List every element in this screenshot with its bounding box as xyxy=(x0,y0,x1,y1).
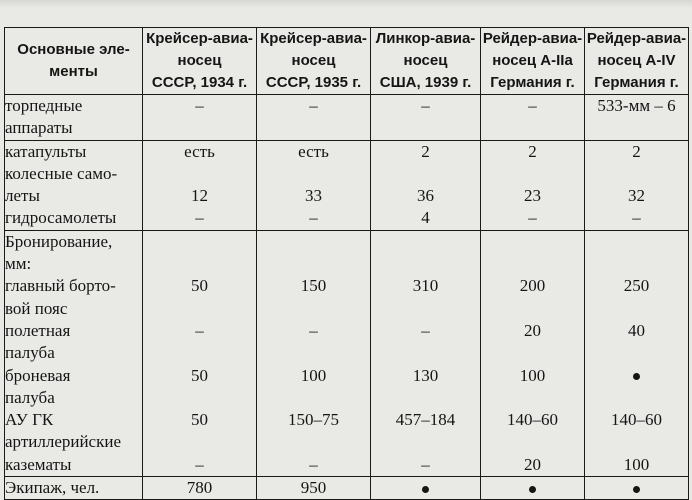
row-label-cell xyxy=(5,95,143,141)
value-line: – xyxy=(195,208,204,228)
header-raider-a2a: Рейдер-авиа- носец А-IIa Германия г. xyxy=(481,28,585,95)
table-header-row xyxy=(5,28,689,95)
value-line xyxy=(481,117,584,139)
value-line xyxy=(585,163,688,185)
value-line xyxy=(481,342,584,364)
value-line: – xyxy=(421,454,430,474)
value-cell xyxy=(585,477,689,500)
value-line: 100 xyxy=(519,365,546,385)
value-line: 950 xyxy=(300,478,327,498)
value-cell xyxy=(481,95,585,141)
value-line xyxy=(481,298,584,320)
value-line: 100 xyxy=(623,454,650,474)
value-line xyxy=(481,253,584,275)
header-cruiser-1934: Крейсер-авиа- носец СССР, 1934 г. xyxy=(143,28,257,95)
value-line xyxy=(257,117,370,139)
value-line: 250 xyxy=(623,276,650,296)
header-battleship-usa: Линкор-авиа- носец США, 1939 г. xyxy=(371,28,481,95)
row-label-line: леты xyxy=(5,186,40,206)
row-label-line: полетная xyxy=(5,320,71,340)
value-line xyxy=(257,231,370,253)
row-label-line: казематы xyxy=(5,454,72,474)
header-cruiser-1935: Крейсер-авиа- носец СССР, 1935 г. xyxy=(257,28,371,95)
value-line: 20 xyxy=(524,454,541,474)
table-row xyxy=(5,477,689,500)
value-line xyxy=(585,365,688,387)
value-line: 2 xyxy=(632,141,641,161)
value-cell xyxy=(257,95,371,141)
value-line: 12 xyxy=(191,186,208,206)
row-label-line: колесные само- xyxy=(5,163,118,183)
row-label-line: палуба xyxy=(5,387,55,407)
value-line xyxy=(143,231,256,253)
value-line: – xyxy=(195,454,204,474)
row-label-line: торпедные xyxy=(5,96,83,115)
value-cell xyxy=(371,140,481,230)
value-line: 140–60 xyxy=(611,410,662,430)
value-line xyxy=(371,253,480,275)
row-label-line: мм: xyxy=(5,254,32,274)
value-cell xyxy=(143,95,257,141)
value-line: 533-мм – 6 xyxy=(597,96,676,115)
header-elements: Основные эле- менты xyxy=(5,28,143,95)
value-line xyxy=(143,117,256,139)
value-line xyxy=(481,431,584,453)
value-line xyxy=(257,298,370,320)
value-line: – xyxy=(309,96,318,115)
bullet-mark xyxy=(529,486,536,493)
value-line: есть xyxy=(184,141,215,161)
value-cell xyxy=(585,95,689,141)
value-line xyxy=(371,231,480,253)
value-line xyxy=(257,163,370,185)
row-label-line: Бронирование, xyxy=(5,231,113,251)
value-cell xyxy=(481,230,585,476)
row-label-line: броневая xyxy=(5,365,71,385)
value-line xyxy=(481,163,584,185)
value-cell xyxy=(585,230,689,476)
value-line xyxy=(371,163,480,185)
value-cell xyxy=(257,477,371,500)
value-line: 40 xyxy=(628,320,645,340)
value-line: – xyxy=(309,320,318,340)
value-line xyxy=(257,342,370,364)
value-line xyxy=(585,117,688,139)
value-line: 23 xyxy=(524,186,541,206)
value-line xyxy=(371,298,480,320)
value-line: 50 xyxy=(191,276,208,296)
row-label-line: артиллерийские xyxy=(5,432,122,452)
value-line xyxy=(585,231,688,253)
row-label-line: Экипаж, чел. xyxy=(5,478,100,498)
row-label-line: катапульты xyxy=(5,141,87,161)
table-row xyxy=(5,140,689,230)
value-line: 150 xyxy=(300,276,327,296)
value-line: 100 xyxy=(300,365,327,385)
value-line xyxy=(371,342,480,364)
value-line xyxy=(143,253,256,275)
value-cell xyxy=(143,477,257,500)
table-row xyxy=(5,95,689,141)
row-label-line: АУ ГК xyxy=(5,410,54,430)
value-line: 200 xyxy=(519,276,546,296)
value-line: 780 xyxy=(186,478,213,498)
row-label-cell xyxy=(5,140,143,230)
value-cell xyxy=(371,95,481,141)
value-line: – xyxy=(195,320,204,340)
value-cell xyxy=(143,140,257,230)
value-line xyxy=(585,342,688,364)
row-label-cell xyxy=(5,230,143,476)
value-line xyxy=(371,431,480,453)
value-line: 2 xyxy=(528,141,537,161)
value-line: 36 xyxy=(417,186,434,206)
value-line: 50 xyxy=(191,410,208,430)
value-cell xyxy=(257,230,371,476)
value-line xyxy=(257,253,370,275)
value-line: – xyxy=(528,96,537,115)
value-line xyxy=(481,477,584,499)
value-line xyxy=(585,477,688,499)
value-line xyxy=(585,298,688,320)
value-cell xyxy=(481,477,585,500)
value-line: 2 xyxy=(421,141,430,161)
row-label-line: вой пояс xyxy=(5,298,68,318)
value-line xyxy=(371,117,480,139)
value-line xyxy=(143,342,256,364)
value-line: 140–60 xyxy=(507,410,558,430)
value-line xyxy=(143,431,256,453)
value-line xyxy=(481,231,584,253)
row-label-cell xyxy=(5,477,143,500)
value-line xyxy=(371,477,480,499)
value-line: 4 xyxy=(421,208,430,228)
value-line xyxy=(257,431,370,453)
value-line xyxy=(585,253,688,275)
row-label-line: аппараты xyxy=(5,118,73,138)
value-line: – xyxy=(421,320,430,340)
specifications-table xyxy=(4,27,689,500)
value-line: 457–184 xyxy=(395,410,456,430)
value-line: 130 xyxy=(412,365,439,385)
value-line: 20 xyxy=(524,320,541,340)
row-label-line: главный борто- xyxy=(5,276,116,296)
value-line xyxy=(257,387,370,409)
row-label-line: гидросамолеты xyxy=(5,208,117,228)
value-cell xyxy=(143,230,257,476)
value-line xyxy=(143,163,256,185)
bullet-mark xyxy=(422,486,429,493)
value-cell xyxy=(257,140,371,230)
value-cell xyxy=(371,230,481,476)
value-line xyxy=(585,431,688,453)
row-label-line: палуба xyxy=(5,343,55,363)
value-line: – xyxy=(528,208,537,228)
value-line xyxy=(143,387,256,409)
value-line: 310 xyxy=(412,276,439,296)
table-row xyxy=(5,230,689,476)
value-line: 50 xyxy=(191,365,208,385)
value-line: 32 xyxy=(628,186,645,206)
header-raider-a4: Рейдер-авиа- носец А-IV Германия г. xyxy=(585,28,689,95)
value-line: – xyxy=(309,208,318,228)
value-line: 33 xyxy=(305,186,322,206)
value-line: есть xyxy=(298,141,329,161)
value-line: 150–75 xyxy=(288,410,339,430)
value-line: – xyxy=(309,454,318,474)
table-body xyxy=(5,95,689,500)
value-cell xyxy=(585,140,689,230)
value-line: – xyxy=(421,96,430,115)
value-line xyxy=(143,298,256,320)
value-line: – xyxy=(632,208,641,228)
value-cell xyxy=(371,477,481,500)
value-line xyxy=(371,387,480,409)
page-top-edge xyxy=(0,0,692,8)
value-cell xyxy=(481,140,585,230)
value-line: – xyxy=(195,96,204,115)
bullet-mark xyxy=(633,373,640,380)
value-line xyxy=(585,387,688,409)
value-line xyxy=(481,387,584,409)
bullet-mark xyxy=(633,486,640,493)
